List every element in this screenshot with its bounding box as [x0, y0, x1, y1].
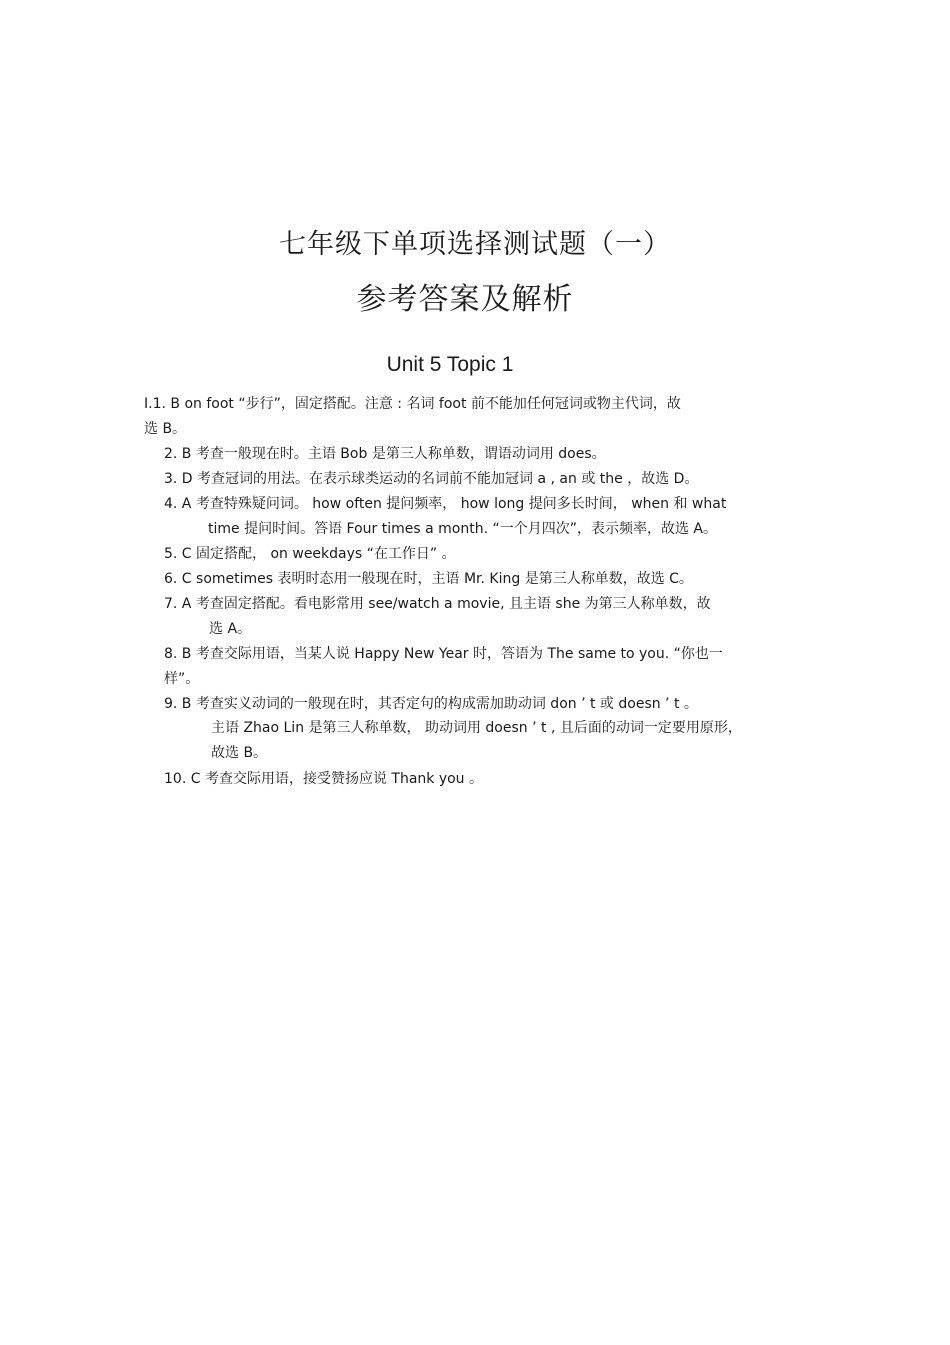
answer-line: 8. B 考查交际用语，当某人说 Happy New Year 时，答语为 The same to you. “你也一: [164, 646, 723, 662]
page-title: 七年级下单项选择测试题（一）: [279, 229, 671, 260]
answer-line: 选 A。: [209, 621, 252, 637]
answer-line: 4. A 考查特殊疑问词。 how often 提问频率， how long 提问多长时间， when 和 what: [164, 496, 727, 512]
answer-line: 10. C 考查交际用语，接受赞扬应说 Thank you 。: [164, 771, 483, 787]
page-subtitle: 参考答案及解析: [356, 282, 574, 317]
answer-line: 选 B。: [144, 421, 187, 437]
unit-heading: Unit 5 Topic 1: [386, 353, 514, 376]
answer-line: Ⅰ.1. B on foot “步行”，固定搭配。注意 : 名词 foot 前不能加任何冠词或物主代词，故: [144, 396, 681, 412]
answer-line: 3. D 考查冠词的用法。在表示球类运动的名词前不能加冠词 a , an 或 the ，故选 D。: [164, 471, 699, 487]
answer-line: 6. C sometimes 表明时态用一般现在时，主语 Mr. King 是第三人称单数，故选 C。: [164, 571, 693, 587]
answer-line: 故选 B。: [211, 745, 268, 761]
answer-line: 7. A 考查固定搭配。看电影常用 see/watch a movie, 且主语 she 为第三人称单数，故: [164, 596, 711, 612]
answer-line: 9. B 考查实义动词的一般现在时，其否定句的构成需加助动词 don ’ t 或 doesn ’ t 。: [164, 696, 698, 712]
answer-line: 样”。: [164, 671, 200, 687]
answer-line: 主语 Zhao Lin 是第三人称单数， 助动词用 doesn ’ t , 且后面的动词一定要用原形，: [211, 720, 742, 736]
answer-line: time 提问时间。答语 Four times a month. “一个月四次”，表示频率，故选 A。: [208, 521, 718, 537]
answer-line: 2. B 考查一般现在时。主语 Bob 是第三人称单数，谓语动词用 does。: [164, 446, 606, 462]
answer-line: 5. C 固定搭配， on weekdays “在工作日” 。: [164, 546, 456, 562]
